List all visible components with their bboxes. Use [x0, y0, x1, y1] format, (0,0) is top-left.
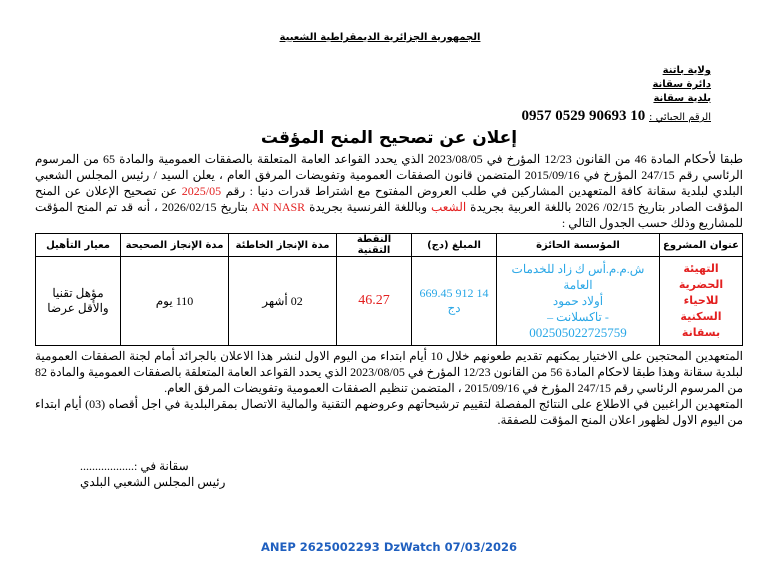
- reference-number: 2025/05: [181, 184, 222, 198]
- announcement-title: إعلان عن تصحيح المنح المؤقت: [260, 128, 518, 148]
- header-technical-score: النقطة التقنية: [337, 234, 412, 257]
- cell-amount: 14 912 669.45 دج: [412, 257, 497, 346]
- header-amount: المبلغ (دج): [412, 234, 497, 257]
- tax-id-value: 0957 0529 90693 10: [521, 108, 646, 124]
- wilaya-label: ولاية باتنة: [662, 65, 711, 76]
- header-correct-duration: مدة الإنجاز الصحيحة: [121, 234, 229, 257]
- header-wrong-duration: مدة الإنجاز الخاطئة: [229, 234, 337, 257]
- company-id: 002505022725759: [529, 325, 627, 340]
- award-table: [35, 233, 743, 346]
- results-paragraph: المتعهدين الراغبين في الاطلاع على النتائج المفصلة لتقييم ترشيحاتهم وعروضهم التقنية والمالية الاتصال بمقرالبلدية في اجل أقصاه (03) أيام ابتداء من اليوم الاول لظهور اعلان المنح المؤقت للصفقة.: [35, 397, 743, 427]
- french-newspaper: AN NASR: [251, 200, 306, 214]
- cell-wrong-duration: 02 أشهر: [229, 257, 337, 346]
- closing-paragraphs: [35, 348, 743, 428]
- header-company: المؤسسة الحائزة: [497, 234, 660, 257]
- daira-label: دائرة سقانة: [652, 79, 711, 90]
- signature-place: سقانة في :..................: [80, 459, 189, 473]
- republic-heading: الجمهورية الجزائرية الديمقراطية الشعبية: [279, 32, 481, 43]
- footer-reference: ANEP 2625002293 DzWatch 07/03/2026: [260, 540, 518, 554]
- cell-company: [497, 257, 660, 346]
- table-row: [36, 257, 743, 346]
- signature-title: رئيس المجلس الشعبي البلدي: [80, 475, 226, 489]
- header-criterion: معيار التأهيل: [36, 234, 121, 257]
- commune-label: بلدية سقانة: [653, 93, 711, 104]
- intro-text-2: عن تصحيح الإعلان عن المنح المؤقت الصادر بتاريخ 02/15/ 2026 باللغة العربية بجريدة: [35, 184, 743, 214]
- company-name: ش.م.م.أس ك زاد للخدمات العامة: [511, 262, 645, 292]
- arabic-newspaper: الشعب: [430, 200, 467, 214]
- cell-criterion: مؤهل تقنيا والأقل عرضا: [36, 257, 121, 346]
- cell-technical-score: 46.27: [337, 257, 412, 346]
- intro-paragraph: [35, 151, 743, 231]
- company-location: - تاكسلانت –: [547, 310, 609, 324]
- table-header-row: [36, 234, 743, 257]
- intro-text-3: وباللغة الفرنسية بجريدة: [305, 200, 431, 214]
- company-name-2: أولاد حمود: [552, 294, 604, 308]
- intro-text-1: طبقا لأحكام المادة 46 من القانون 12/23 المؤرخ في 2023/08/05 الذي يحدد القواعد العامة المتعلقة بالصفقات العمومية والمادة 65 من المرسوم الرئاسي رقم 247/15 المؤرخ في 2015/09/16 المتضمن قانون الصفقات العمومية وتفويضات المرفق العام ، يعلن السيد / رئيس المجلس الشعبي البلدي لبلدية سقانة كافة المتعهدين المشاركين في طلب العروض المفتوح مع اشتراط قدرات دنيا : رقم: [35, 152, 744, 198]
- header-project: عنوان المشروع: [660, 234, 743, 257]
- cell-project: التهيئة الحضرية للاحياء السكنية بسقانة: [660, 257, 743, 346]
- signature-block: [35, 458, 743, 490]
- intro-text-4: بتاريخ 2026/02/15 ، أنه قد تم المنح المؤقت للمشاريع وذلك حسب الجدول التالي :: [35, 200, 743, 230]
- appeal-paragraph: المتعهدين المحتجين على الاختيار يمكنهم تقديم طعونهم خلال 10 أيام ابتداء من اليوم الاول لنشر هذا الاعلان بالجرائد أمام لجنة الصفقات العمومية لبلدية سقانة وهذا طبقا لاحكام المادة 56 من القانون 12/23 المؤرخ في 2023/08/05 الذي يحدد القواعد العامة المتعلقة بالصفقات العمومية والمادة 82 من المرسوم الرئاسي رقم 247/15 المؤرخ في 2015/09/16 ، المتضمن تنظيم الصفقات العمومية وتفويضات المرفق العام.: [35, 349, 743, 395]
- tax-id-label: الرقم الجبائي :: [649, 112, 711, 123]
- cell-correct-duration: 110 يوم: [121, 257, 229, 346]
